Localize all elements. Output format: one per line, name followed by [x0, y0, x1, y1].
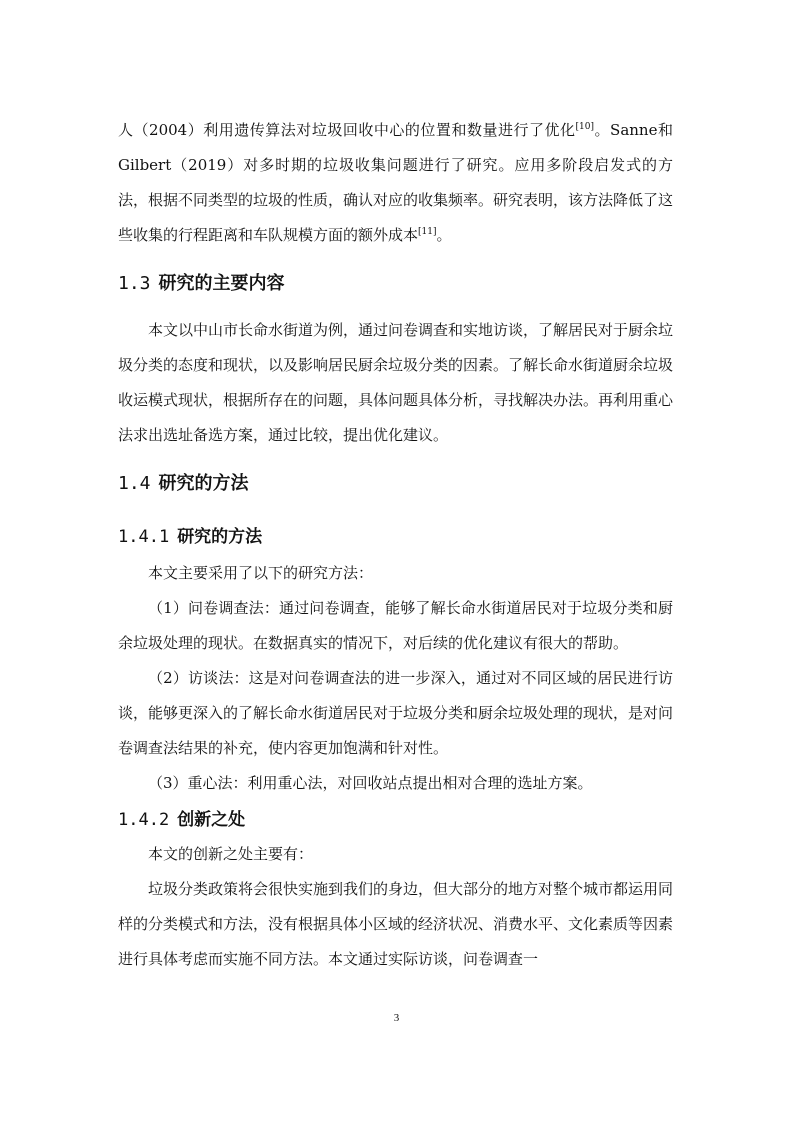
section-title: 研究的方法	[158, 473, 249, 494]
section-number: 1.3	[118, 273, 151, 294]
paragraph-text: 人（2004）利用遗传算法对垃圾回收中心的位置和数量进行了优化	[118, 121, 576, 139]
section-number: 1.4.1	[118, 527, 170, 547]
page-content	[118, 113, 673, 977]
paragraph-text: 。Sanne和Gilbert（2019）对多时期的垃圾收集问题进行了研究。应用多阶段启发式的方法，根据不同类型的垃圾的性质，确认对应的收集频率。研究表明，该方法降低了这些收集的行程距离和车队规模方面的额外成本	[118, 121, 674, 244]
section-title: 创新之处	[177, 810, 246, 830]
paragraph-method-questionnaire: （1）问卷调查法：通过问卷调查，能够了解长命水街道居民对于垃圾分类和厨余垃圾处理的现状。在数据真实的情况下，对后续的优化建议有很大的帮助。	[118, 599, 673, 652]
subsection-heading-1-4-1	[118, 523, 673, 551]
page-number: 3	[393, 1012, 400, 1024]
citation-ref: [11]	[418, 227, 437, 237]
paragraph-method-interview: （2）访谈法：这是对问卷调查法的进一步深入，通过对不同区域的居民进行访谈，能够更深入的了解长命水街道居民对于垃圾分类和厨余垃圾处理的现状，是对问卷调查法结果的补充，使内容更加饱满和针对性。	[118, 669, 674, 757]
section-heading-1-4	[118, 470, 673, 498]
paragraph-innovation-intro: 本文的创新之处主要有：	[148, 845, 314, 863]
paragraph-method-gravity-center: （3）重心法：利用重心法，对回收站点提出相对合理的选址方案。	[148, 774, 593, 792]
section-title: 研究的主要内容	[158, 273, 285, 294]
subsection-heading-1-4-2	[118, 806, 673, 834]
citation-ref: [10]	[575, 122, 595, 132]
paragraph-text: 。	[436, 226, 452, 244]
section-number: 1.4.2	[118, 810, 170, 830]
paragraph-methods-intro: 本文主要采用了以下的研究方法：	[148, 564, 374, 582]
paragraph-innovation: 垃圾分类政策将会很快实施到我们的身边，但大部分的地方对整个城市都运用同样的分类模式和方法，没有根据具体小区域的经济状况、消费水平、文化素质等因素进行具体考虑而实施不同方法。本文通过实际访谈，问卷调查一	[118, 880, 674, 968]
section-heading-1-3	[118, 270, 673, 298]
paragraph-previous-work	[118, 113, 673, 253]
paragraph-main-content: 本文以中山市长命水街道为例，通过问卷调查和实地访谈，了解居民对于厨余垃圾分类的态度和现状，以及影响居民厨余垃圾分类的因素。了解长命水街道厨余垃圾收运模式现状，根据所存在的问题，具体问题具体分析，寻找解决办法。再利用重心法求出选址备选方案，通过比较，提出优化建议。	[118, 321, 674, 444]
section-number: 1.4	[118, 473, 151, 494]
section-title: 研究的方法	[177, 527, 263, 547]
